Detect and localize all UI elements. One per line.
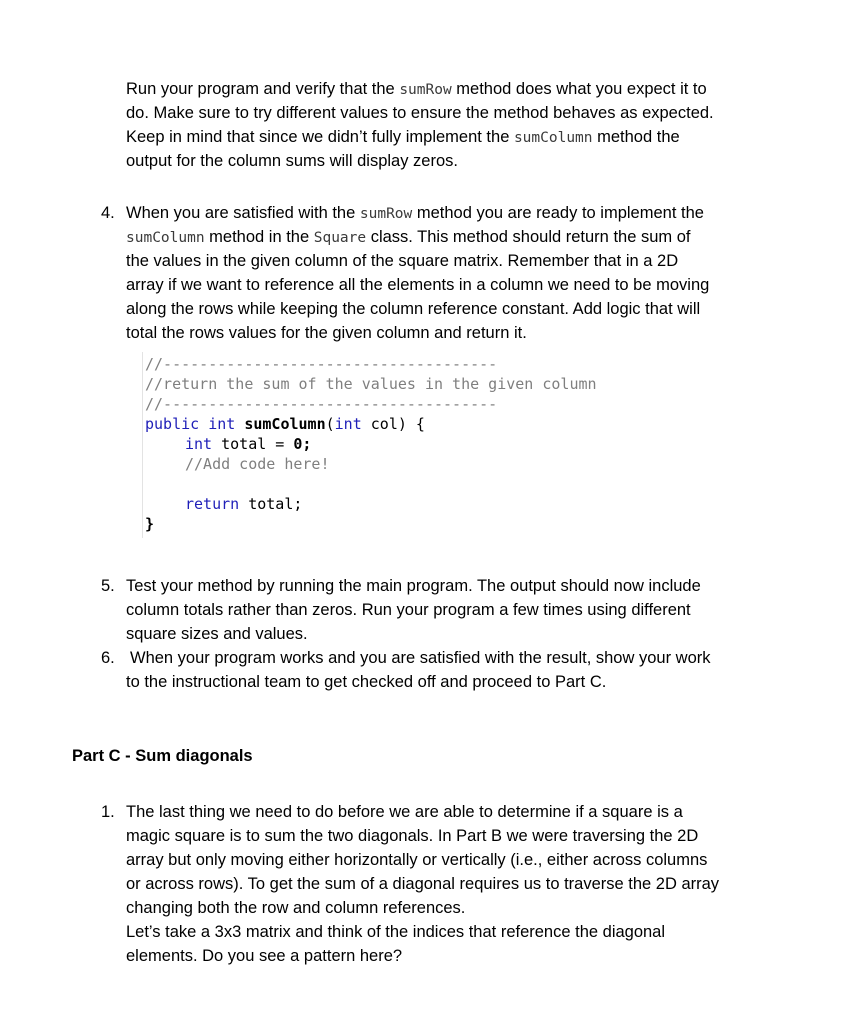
code-text: col) { xyxy=(361,415,425,433)
text: Run your program and verify that the xyxy=(126,80,400,98)
list-number: 4. xyxy=(101,204,115,222)
intro-line: output for the column sums will display zeros. xyxy=(126,152,458,170)
method-name: sumColumn xyxy=(244,415,326,433)
text: method does what you expect it to xyxy=(451,80,707,98)
keyword: return xyxy=(185,495,240,513)
code-comment: //Add code here! xyxy=(185,455,330,473)
text: method the xyxy=(592,128,680,146)
intro-paragraph xyxy=(126,77,786,173)
keyword: int xyxy=(334,415,362,433)
code-snippet xyxy=(142,352,663,538)
step-line: or across rows). To get the sum of a diagonal requires us to traverse the 2D array xyxy=(126,875,720,893)
list-number: 6. xyxy=(101,649,115,667)
code-method-signature xyxy=(145,414,425,434)
keyword: int xyxy=(208,415,236,433)
inline-code: sumRow xyxy=(399,82,452,98)
text: When you are satisfied with the xyxy=(126,204,360,222)
step-line xyxy=(126,201,786,225)
keyword: int xyxy=(185,435,213,453)
code-divider: //------------------------------------- xyxy=(145,395,498,413)
section-heading: Part C - Sum diagonals xyxy=(72,747,253,765)
code-divider: //------------------------------------- xyxy=(145,355,498,373)
step-line: changing both the row and column references. xyxy=(126,899,466,917)
step-line: the values in the given column of the square matrix. Remember that in a 2D xyxy=(126,252,679,270)
intro-line xyxy=(126,77,786,101)
step-line: array if we want to reference all the elements in a column we need to be moving xyxy=(126,276,710,294)
inline-code: sumColumn xyxy=(513,130,593,146)
intro-line xyxy=(126,125,786,149)
intro-line: do. Make sure to try different values to ensure the method behaves as expected. xyxy=(126,104,714,122)
step-line: square sizes and values. xyxy=(126,625,308,643)
code-text: ( xyxy=(325,415,335,433)
step-line: array but only moving either horizontally or vertically (i.e., either across columns xyxy=(126,851,708,869)
part-c-step-1-paragraph xyxy=(126,800,786,968)
step-line xyxy=(126,225,786,249)
step-line: elements. Do you see a pattern here? xyxy=(126,947,403,965)
code-comment: //return the sum of the values in the given column xyxy=(145,375,597,393)
text: method in the xyxy=(204,228,314,246)
step-line: Test your method by running the main program. The output should now include xyxy=(126,577,701,595)
inline-code: sumColumn xyxy=(126,230,205,246)
code-text: total; xyxy=(239,495,303,513)
inline-code: Square xyxy=(313,230,367,246)
code-text: 0; xyxy=(293,435,312,453)
code-return xyxy=(185,494,302,514)
text: Keep in mind that since we didn’t fully implement the xyxy=(126,128,514,146)
step-line: along the rows while keeping the column reference constant. Add logic that will xyxy=(126,300,701,318)
step-line: The last thing we need to do before we are able to determine if a square is a xyxy=(126,803,683,821)
step-line: column totals rather than zeros. Run your program a few times using different xyxy=(126,601,691,619)
keyword: public xyxy=(145,415,200,433)
text: class. This method should return the sum of xyxy=(366,228,691,246)
step-4-paragraph xyxy=(126,201,786,345)
step-line: Let’s take a 3x3 matrix and think of the indices that reference the diagonal xyxy=(126,923,666,941)
step-line: When your program works and you are satisfied with the result, show your work xyxy=(130,649,711,667)
step-6-paragraph xyxy=(126,646,790,694)
code-close-brace: } xyxy=(145,515,155,533)
list-number: 5. xyxy=(101,577,115,595)
step-line: to the instructional team to get checked off and proceed to Part C. xyxy=(126,673,607,691)
inline-code: sumRow xyxy=(359,206,413,222)
step-line: magic square is to sum the two diagonals. In Part B we were traversing the 2D xyxy=(126,827,699,845)
text: method you are ready to implement the xyxy=(412,204,704,222)
code-declaration xyxy=(185,434,311,454)
list-number: 1. xyxy=(101,803,115,821)
code-text: total = xyxy=(212,435,294,453)
step-line: total the rows values for the given column and return it. xyxy=(126,324,527,342)
step-5-paragraph xyxy=(126,574,786,646)
